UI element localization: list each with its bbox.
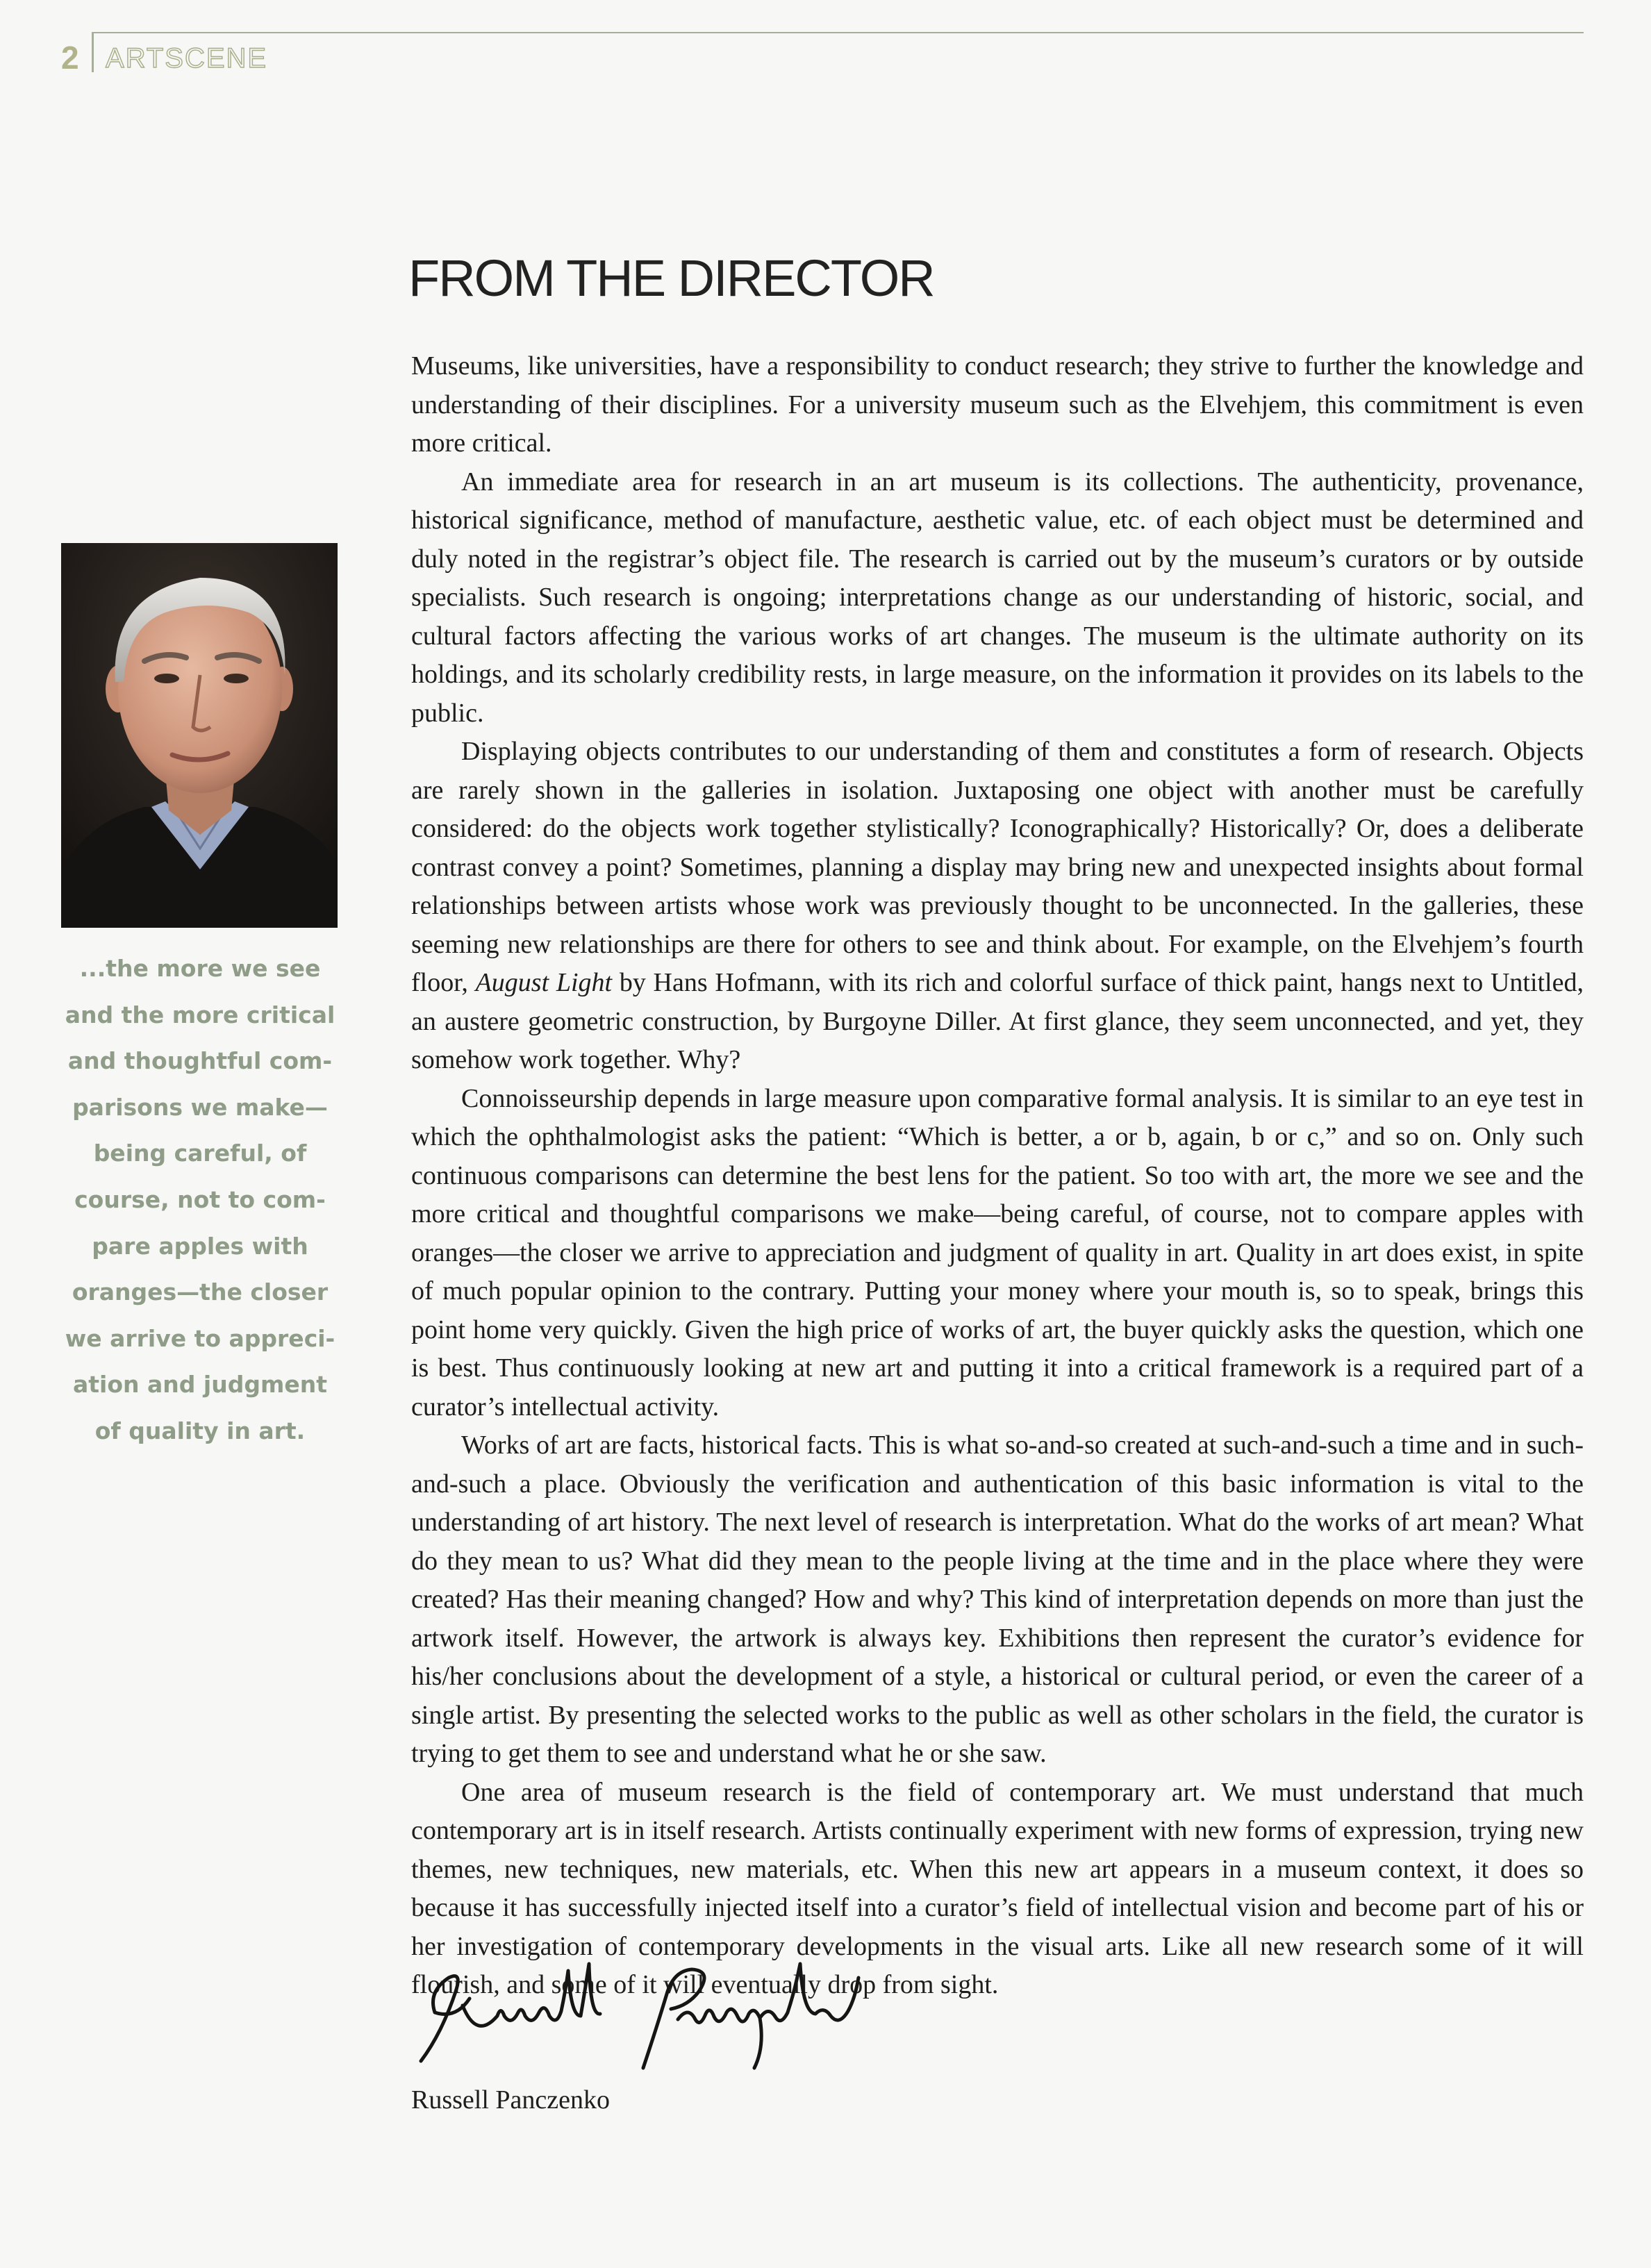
paragraph-text: by Hans Hofmann, with its rich and colorful surface of thick paint, hangs next to Untitled, an austere geometric construction, by Burgoyne Diller. At first glance, they seem unconnected, and yet, they somehow work together. Why? [411, 968, 1584, 1074]
pull-quote [61, 946, 339, 1455]
paragraph: One area of museum research is the field of contemporary art. We must understand that much contemporary art is in itself research. Artists continually experiment with new forms of expression, trying new themes, new techniques, new materials, etc. When this new art appears in a museum context, it does so because it has successfully injected itself into a curator’s field of intellectual vision and become part of his or her investigation of contemporary developments in the visual arts. Like all new research some of it will flourish, and some of it will eventually drop from sight. [411, 1777, 1584, 1999]
director-portrait [61, 543, 338, 928]
pull-quote-line: pare apples with [92, 1232, 308, 1260]
paragraph: Works of art are facts, historical facts. This is what so-and-so created at such-and-such a time and in such-and-such a place. Obviously the verification and authentication of this basic information is vital to the understanding of art history. The next level of research is interpretation. What do the works of art mean? What do they mean to us? What did they mean to the people living at the time and in the place where they were created? Has their meaning changed? How and why? This kind of interpretation depends on more than just the artwork itself. However, the artwork is always key. Exhibitions then represent the curator’s evidence for his/her conclusions about the development of a style, a historical or cultural period, or even the career of a single artist. By presenting the selected works to the public as well as other scholars in the field, the curator is trying to get them to see and understand what he or she saw. [411, 1431, 1584, 1768]
paragraph: Museums, like universities, have a responsibility to conduct research; they strive to further the knowledge and understanding of their disciplines. For a university museum such as the Elvehjem, this commitment is even more critical. [411, 351, 1584, 458]
header-rule [92, 32, 1584, 33]
paragraph: An immediate area for research in an art museum is its collections. The authenticity, provenance, historical significance, method of manufacture, aesthetic value, etc. of each object must be determined and duly noted in the registrar’s object file. The research is carried out by the museum’s curators or by outside specialists. Such research is ongoing; interpretations change as our understanding of historic, social, and cultural factors affecting the various works of art changes. The museum is the ultimate authority on its holdings, and its scholarly credibility rests, in large measure, on the information it provides on its labels to the public. [411, 467, 1584, 728]
page-title: FROM THE DIRECTOR [408, 249, 934, 307]
pull-quote-line: of quality in art. [94, 1417, 306, 1444]
paragraph [411, 733, 1584, 1080]
paragraph: Connoisseurship depends in large measure upon comparative formal analysis. It is similar to an eye test in which the ophthalmologist asks the patient: “Which is better, a or b, again, b or c,” and so on. Only such continuous comparisons can determine the best lens for the patient. So too with art, the more we see and the more critical and thoughtful comparisons we make—being careful, of course, not to compare apples with oranges—the closer we arrive to appreciation and judgment of quality in art. Quality in art does exist, in spite of much popular opinion to the contrary. Putting your money where your mouth is, so to speak, brings this point home very quickly. Given the high price of works of art, the buyer quickly asks the question, which one is best. Thus continuously looking at new art and putting it into a critical framework is a required part of a curator’s intellectual activity. [411, 1083, 1584, 1421]
pull-quote-line: being careful, of [93, 1140, 307, 1167]
artwork-title: August Light [475, 968, 613, 997]
signature-name: Russell Panczenko [411, 2085, 611, 2115]
page-number: 2 [61, 40, 79, 76]
section-name: ARTSCENE [106, 43, 268, 74]
pull-quote-line: and thoughtful com- [67, 1047, 333, 1075]
pull-quote-line: oranges—the closer [72, 1278, 329, 1306]
pull-quote-line: course, not to com- [74, 1185, 326, 1213]
header-divider [92, 32, 94, 72]
article-body [411, 347, 1584, 2005]
portrait-photo [61, 543, 338, 928]
pull-quote-line: we arrive to appreci- [65, 1324, 335, 1352]
paragraph-text: Displaying objects contributes to our understanding of them and constitutes a form of research. Objects are rarely shown in the galleries in isolation. Juxtaposing one object with another must be carefully considered: do the objects work together stylistically? Iconographically? Historically? Or, does a deliberate contrast convey a point? Sometimes, planning a display may bring new and unexpected insights about formal relationships between artists whose work was previously thought to be unconnected. In the galleries, these seeming new relationships are there for others to see and think about. For example, on the Elvehjem’s fourth floor, [411, 737, 1584, 997]
pull-quote-line: ation and judgment [73, 1371, 327, 1399]
pull-quote-line: ...the more we see [79, 955, 321, 982]
handwritten-signature [414, 1950, 872, 2075]
pull-quote-line: parisons we make— [72, 1093, 328, 1121]
pull-quote-line: and the more critical [65, 1001, 335, 1028]
